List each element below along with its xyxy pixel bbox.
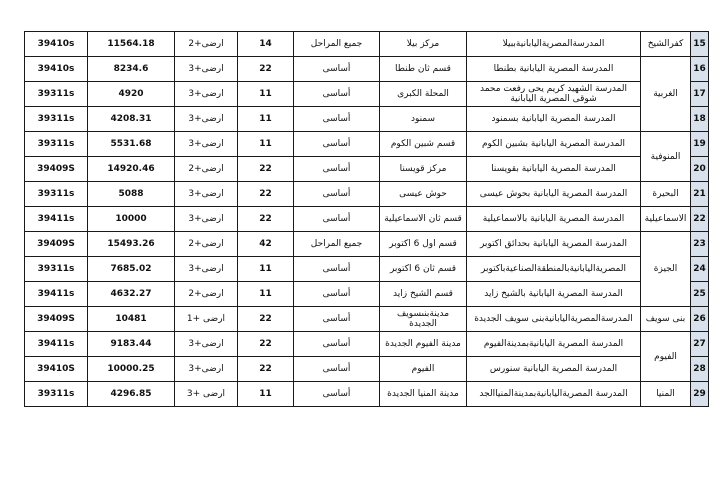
model-code-cell: 39409S <box>25 157 88 182</box>
floors-cell: ارضى+3 <box>175 82 238 107</box>
governorate-cell: الفيوم <box>641 332 691 382</box>
model-code-cell: 39411s <box>25 332 88 357</box>
floors-cell: ارضى+2 <box>175 282 238 307</box>
stage-cell: أساسى <box>294 382 380 407</box>
area-cell: 9183.44 <box>88 332 175 357</box>
table-row <box>25 332 709 357</box>
classes-count-cell: 22 <box>238 57 294 82</box>
stage-cell: أساسى <box>294 157 380 182</box>
floors-cell: ارضى+3 <box>175 107 238 132</box>
classes-count-cell: 11 <box>238 132 294 157</box>
row-number: 21 <box>691 182 709 207</box>
table-row <box>25 32 709 57</box>
district-cell: مركز قويسنا <box>380 157 467 182</box>
table-row <box>25 82 709 107</box>
school-name-cell: المدرسةالمصريةاليابانيةبنى سويف الجديدة <box>467 307 641 332</box>
district-cell: قسم الشيخ زايد <box>380 282 467 307</box>
floors-cell: ارضى+3 <box>175 182 238 207</box>
stage-cell: جميع المراحل <box>294 32 380 57</box>
stage-cell: أساسى <box>294 132 380 157</box>
school-name-cell: المدرسة المصرية اليابانية بالاسماعيلية <box>467 207 641 232</box>
district-cell: قسم ثان 6 اكتوبر <box>380 257 467 282</box>
model-code-cell: 39410S <box>25 357 88 382</box>
school-name-cell: المدرسة المصرية اليابانية بشبين الكوم <box>467 132 641 157</box>
model-code-cell: 39409S <box>25 307 88 332</box>
classes-count-cell: 22 <box>238 332 294 357</box>
area-cell: 5531.68 <box>88 132 175 157</box>
model-code-cell: 39410s <box>25 32 88 57</box>
table-row <box>25 257 709 282</box>
school-name-cell: المدرسة المصرية اليابانيةبمدينةالفيوم <box>467 332 641 357</box>
governorate-cell: الاسماعيلية <box>641 207 691 232</box>
table-row <box>25 307 709 332</box>
row-number: 29 <box>691 382 709 407</box>
area-cell: 7685.02 <box>88 257 175 282</box>
stage-cell: جميع المراحل <box>294 232 380 257</box>
area-cell: 11564.18 <box>88 32 175 57</box>
stage-cell: أساسى <box>294 107 380 132</box>
stage-cell: أساسى <box>294 282 380 307</box>
floors-cell: ارضى+2 <box>175 32 238 57</box>
model-code-cell: 39311s <box>25 182 88 207</box>
table-body <box>25 32 709 407</box>
table-row <box>25 57 709 82</box>
model-code-cell: 39311s <box>25 132 88 157</box>
row-number: 16 <box>691 57 709 82</box>
table-row <box>25 207 709 232</box>
district-cell: مدينةبنىسويف الجديدة <box>380 307 467 332</box>
model-code-cell: 39311s <box>25 257 88 282</box>
stage-cell: أساسى <box>294 332 380 357</box>
table-row <box>25 232 709 257</box>
row-number: 23 <box>691 232 709 257</box>
row-number: 28 <box>691 357 709 382</box>
classes-count-cell: 14 <box>238 32 294 57</box>
stage-cell: أساسى <box>294 307 380 332</box>
governorate-cell: البحيرة <box>641 182 691 207</box>
model-code-cell: 39410s <box>25 57 88 82</box>
table-row <box>25 182 709 207</box>
model-code-cell: 39409S <box>25 232 88 257</box>
area-cell: 4632.27 <box>88 282 175 307</box>
school-name-cell: المصريةاليابانيةبالمنطقةالصناعيةباكتوبر <box>467 257 641 282</box>
classes-count-cell: 42 <box>238 232 294 257</box>
table-row <box>25 282 709 307</box>
school-name-cell: المدرسة المصرية اليابانية بسمنود <box>467 107 641 132</box>
row-number: 17 <box>691 82 709 107</box>
district-cell: سمنود <box>380 107 467 132</box>
row-number: 27 <box>691 332 709 357</box>
row-number: 15 <box>691 32 709 57</box>
area-cell: 8234.6 <box>88 57 175 82</box>
classes-count-cell: 22 <box>238 207 294 232</box>
school-name-cell: المدرسة المصرية اليابانية بقويسنا <box>467 157 641 182</box>
governorate-cell: كفرالشيخ <box>641 32 691 57</box>
table-row <box>25 382 709 407</box>
district-cell: قسم اول 6 اكتوبر <box>380 232 467 257</box>
district-cell: قسم شبين الكوم <box>380 132 467 157</box>
area-cell: 15493.26 <box>88 232 175 257</box>
model-code-cell: 39411s <box>25 207 88 232</box>
floors-cell: ارضى+2 <box>175 157 238 182</box>
row-number: 24 <box>691 257 709 282</box>
area-cell: 5088 <box>88 182 175 207</box>
floors-cell: ارضى+3 <box>175 207 238 232</box>
floors-cell: ارضى+3 <box>175 332 238 357</box>
table-row <box>25 107 709 132</box>
row-number: 19 <box>691 132 709 157</box>
classes-count-cell: 11 <box>238 282 294 307</box>
governorate-cell: المنيا <box>641 382 691 407</box>
model-code-cell: 39311s <box>25 107 88 132</box>
row-number: 18 <box>691 107 709 132</box>
governorate-cell: الغربية <box>641 57 691 132</box>
classes-count-cell: 11 <box>238 82 294 107</box>
model-code-cell: 39311s <box>25 82 88 107</box>
schools-table <box>24 31 709 407</box>
row-number: 20 <box>691 157 709 182</box>
district-cell: الفيوم <box>380 357 467 382</box>
table-row <box>25 132 709 157</box>
table-row <box>25 157 709 182</box>
stage-cell: أساسى <box>294 82 380 107</box>
governorate-cell: المنوفية <box>641 132 691 182</box>
floors-cell: ارضى+2 <box>175 232 238 257</box>
district-cell: مدينة الفيوم الجديدة <box>380 332 467 357</box>
stage-cell: أساسى <box>294 257 380 282</box>
area-cell: 4296.85 <box>88 382 175 407</box>
area-cell: 10000.25 <box>88 357 175 382</box>
school-name-cell: المدرسةالمصريةاليابانيةببيلا <box>467 32 641 57</box>
stage-cell: أساسى <box>294 207 380 232</box>
stage-cell: أساسى <box>294 182 380 207</box>
model-code-cell: 39311s <box>25 382 88 407</box>
floors-cell: ارضى+3 <box>175 357 238 382</box>
school-name-cell: المدرسة الشهيد كريم يحى رفعت محمد شوقى المصرية اليابانية <box>467 82 641 107</box>
row-number: 25 <box>691 282 709 307</box>
row-number: 22 <box>691 207 709 232</box>
area-cell: 14920.46 <box>88 157 175 182</box>
area-cell: 10481 <box>88 307 175 332</box>
school-name-cell: المدرسة المصرية اليابانية بالشيخ زايد <box>467 282 641 307</box>
classes-count-cell: 22 <box>238 357 294 382</box>
area-cell: 4920 <box>88 82 175 107</box>
table-row <box>25 357 709 382</box>
stage-cell: أساسى <box>294 357 380 382</box>
school-name-cell: المدرسة المصريةاليابانيةبمدينةالمنياالجد <box>467 382 641 407</box>
school-name-cell: المدرسة المصرية اليابانية بحوش عيسى <box>467 182 641 207</box>
model-code-cell: 39411s <box>25 282 88 307</box>
floors-cell: ارضى+3 <box>175 132 238 157</box>
classes-count-cell: 22 <box>238 182 294 207</box>
floors-cell: ارضى +1 <box>175 307 238 332</box>
floors-cell: ارضى +3 <box>175 382 238 407</box>
district-cell: قسم ثان الاسماعيلية <box>380 207 467 232</box>
school-name-cell: المدرسة المصرية اليابانية سنورس <box>467 357 641 382</box>
governorate-cell: بنى سويف <box>641 307 691 332</box>
floors-cell: ارضى+3 <box>175 57 238 82</box>
row-number: 26 <box>691 307 709 332</box>
classes-count-cell: 11 <box>238 382 294 407</box>
area-cell: 4208.31 <box>88 107 175 132</box>
classes-count-cell: 11 <box>238 257 294 282</box>
classes-count-cell: 22 <box>238 307 294 332</box>
governorate-cell: الجيزة <box>641 232 691 307</box>
stage-cell: أساسى <box>294 57 380 82</box>
district-cell: مركز بيلا <box>380 32 467 57</box>
school-name-cell: المدرسة المصرية اليابانية بطنطا <box>467 57 641 82</box>
district-cell: قسم ثان طنطا <box>380 57 467 82</box>
district-cell: حوش عيسى <box>380 182 467 207</box>
classes-count-cell: 11 <box>238 107 294 132</box>
school-name-cell: المدرسة المصرية اليابانية بحدائق اكتوبر <box>467 232 641 257</box>
area-cell: 10000 <box>88 207 175 232</box>
district-cell: مدينة المنيا الجديدة <box>380 382 467 407</box>
classes-count-cell: 22 <box>238 157 294 182</box>
floors-cell: ارضى+3 <box>175 257 238 282</box>
district-cell: المحلة الكبرى <box>380 82 467 107</box>
